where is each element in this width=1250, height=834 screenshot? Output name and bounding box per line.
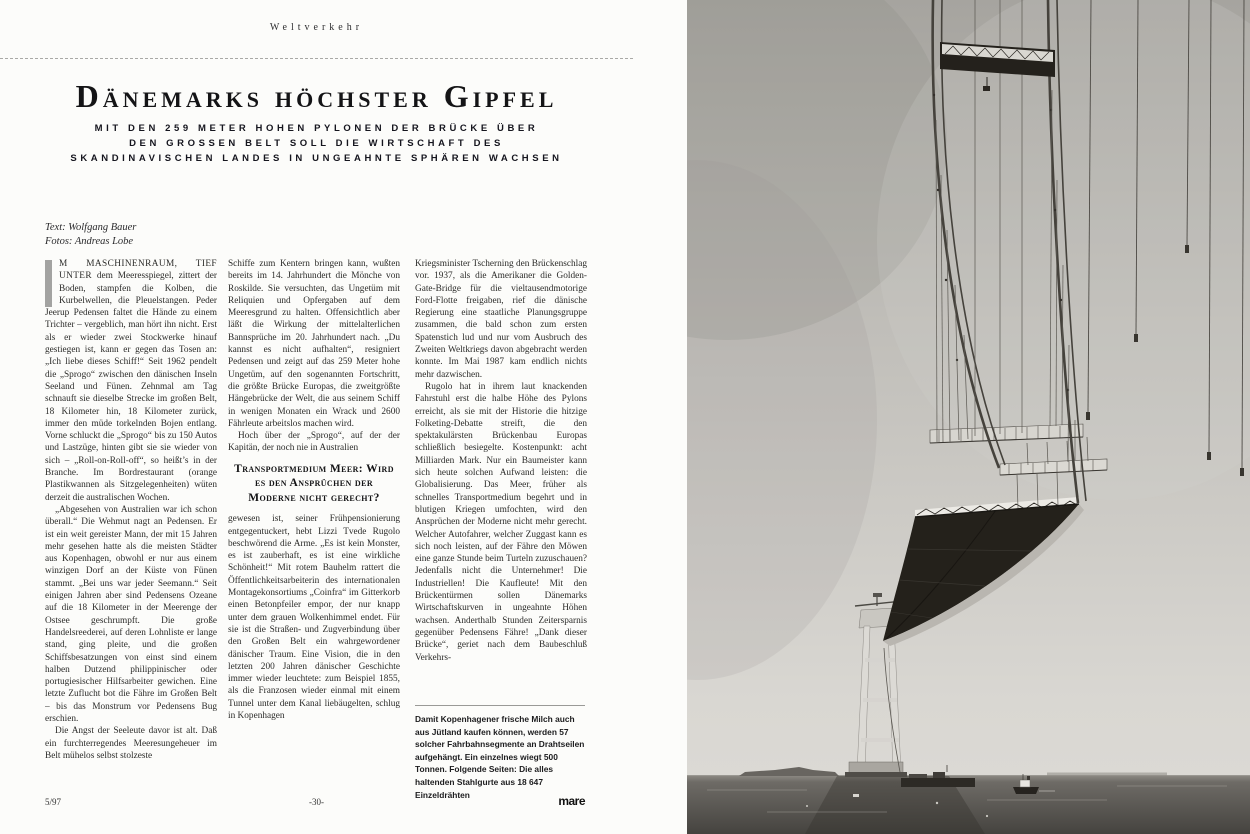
section-label: Weltverkehr	[269, 22, 364, 33]
far-shore	[1047, 773, 1167, 776]
paragraph: Rugolo hat in ihrem laut knackenden Fahrstuhl erst die halbe Höhe des Pylons erreicht, als sie mit der Historie die hitzige Folketing-Debatte streift, die den spektakulärsten Brückenbau Europas schließlich besiegelte. Kostenpunkt: acht Milliarden Mark. Nur ein Baumeister kann sich heute solchen Aufwand leisten: die Globalisierung. Das Meer, früher als schnelles Transportmedium begehrt und in blutigen Kriegen umfochten, wird den Ansprüchen der Moderne nicht mehr gerecht. Welcher Autofahrer, welcher Zuggast kann es sich noch leisten, auf der Fähre den Möwen eine ganze Stunde beim Turteln zuzuschauen? Jedenfalls nicht die Unternehmer! Die Industriellen! Die Kaufleute! Mit den Brückentürmen sollen Dänemarks Wirtschaftskurven in ungeahnte Höhen wachsen. Anderthalb Stunden Zeitersparnis gegenüber Pedensens Fähre! „Dank dieser Brücke“, geriet nach dem Baubeschluß Verkehrs-	[415, 381, 587, 663]
crosshead: Transportmedium Meer: Wird es den Ansprüchen der Moderne nicht gerecht?	[234, 462, 394, 504]
subtitle-line-2: DEN GROSSEN BELT SOLL DIE WIRTSCHAFT DES	[129, 138, 504, 149]
paragraph: Schiffe zum Kentern bringen kann, wußten bereits im 14. Jahrhundert die Mönche von Roskilde. Sie versuchten, das Ungetüm mit Reliquien und Opfergaben auf dem Meeresgrund zu halten. Offensichtlich aber läßt die Wirkung der mittelalterlichen Bannsprüche im 20. Jahrhundert nach. „Du kannst es nicht aufhalten“, resigniert Pedensen und zeigt auf das 259 Meter hohe Ungetüm, auf den sogenannten Fortschritt, die größte Brücke Europas, die zweitgrößte Hängebrücke der Welt, die aus seinem Schiff in wenigen Monaten ein Wrack und 2600 Fährleute arbeitslos machen wird.	[228, 259, 400, 429]
byline-photos: Fotos: Andreas Lobe	[45, 236, 134, 247]
byline-text: Text: Wolfgang Bauer	[45, 222, 137, 233]
subtitle-line-1: MIT DEN 259 METER HOHEN PYLONEN DER BRÜCKE ÜBER	[94, 123, 539, 134]
dropcap-i	[45, 260, 52, 307]
text-column-2	[228, 258, 400, 794]
article-subtitle	[0, 121, 633, 166]
header-rule	[0, 58, 633, 59]
sea	[687, 767, 1250, 834]
article-title: Dänemarks höchster Gipfel	[75, 78, 558, 114]
bridge-photo	[687, 0, 1250, 834]
bridge-photo-art	[687, 0, 1250, 834]
page-number: -30-	[309, 797, 324, 807]
mare-logo: mare	[558, 794, 585, 808]
paragraph: Die Angst der Seeleute davor ist alt. Daß ein furchterregendes Meeresungeheuer im Belt mühelos selbst stolzeste	[45, 726, 217, 761]
caption-rule	[415, 705, 585, 706]
paragraph-text: dem Meeresspiegel, zittert der Boden, stampfen die Kolben, die Kurbelwellen, die Pleuelstangen. Peder Jeerup Pedensen faltet die Hände zu einem Trichter – vergeblich, man hört ihn nicht. Erst als er wieder zwei Stockwerke hinauf gestiegen ist, kann er gegen das Tosen an: „Ich liebe dieses Schiff!“ Seit 1962 pendelt die „Sprogo“ zwischen den dänischen Inseln Seeland und Fünen. Zehnmal am Tag schnauft sie dieselbe Strecke im großen Belt, 18 Kilometer hin, 18 Kilometer zurück, immer den müde torkelnden Bojen entlang. Vorne schluckt die „Sprogo“ bis zu 150 Autos und Lastzüge, hinten gibt sie sie wieder von sich – „Roll-on-Roll-off“, so heißt’s in der Branche. Im Bordrestaurant (orange Plastikwannen als Sitzgelegenheiten) wüten derzeit die australischen Wochen.	[45, 271, 217, 503]
small-boat	[853, 794, 859, 797]
subtitle-line-3: SKANDINAVISCHEN LANDES IN UNGEAHNTE SPHÄREN WACHSEN	[70, 153, 563, 164]
issue-number: 5/97	[45, 797, 62, 807]
photo-caption: Damit Kopenhagener frische Milch auch aus Jütland kaufen können, werden 57 solcher Fahrbahnsegmente an Drahtseilen aufgehängt. Ein einzelnes wiegt 500 Tonnen. Folgende Seiten: Die alles haltenden Stahlgurte aus 18 647 Einzeldrähten	[415, 714, 585, 800]
lead-in: M MASCHINENRAUM, TIEF UNTER	[59, 259, 217, 282]
text-column-1	[45, 258, 217, 794]
byline	[45, 221, 305, 249]
crane-icon	[873, 593, 882, 597]
paragraph	[45, 258, 217, 504]
paragraph: gewesen ist, seiner Frühpensionierung entgegentuckert, hebt Lizzi Tvede Rugolo beschwörend die Arme. „Es ist kein Monster, es ist zauberhaft, es ist eine wirkliche Schönheit!“ Mit rotem Bauhelm rattert die Öffentlichkeitsarbeiterin des internationalen Montagekonsortiums „Coinfra“ im Gitterkorb einen Betonpfeiler empor, der nur knapp unter dem grauen Wolkenhimmel endet. Für sie ist die Straßen- und Zugverbindung über den Großen Belt ein wahrgewordener dänischer Traum. Eine Vision, die in den letzten 200 Jahren dänischer Geschichte immer wieder leuchtete: zum Beispiel 1855, als die Franzosen wieder einmal mit einem Tunnel unter dem Kanal liebäugelten, schlug in Kopenhagen	[228, 514, 400, 721]
paragraph: Kriegsminister Tscherning den Brückenschlag vor. 1937, als die Amerikaner die Golden-Gate-Bridge für die vieltausendmotorige Ford-Flotte freigaben, rief die dänische Regierung eine staatliche Planungsgruppe zusammen, die bald schon zum ersten Spatenstich lud und nur vom Ausbruch des Zweiten Weltkriegs davon abgebracht werden konnte. Im Mai 1987 kam endlich nichts mehr dazwischen.	[415, 259, 587, 380]
paragraph: „Abgesehen von Australien war ich schon überall.“ Die Wehmut nagt an Pedensen. Er ist ein weit gereister Mann, der mit 15 Jahren mehr gesehen hatte als die meisten Städter aus Kopenhagen, obwohl er nur aus einem winzigen Dorf an der Küste von Fünen stammt. „Bei uns war jeder Seemann.“ Seit einigen Jahren aber sind Pedensens Ozeane auf die 18 Kilometer in der Meerenge der Ostsee geschrumpft. Die große Handelsreederei, auf deren Lohnliste er lange stand, ging pleite, und die großen Schiffsbesatzungen von einst sind einem halben Dutzend philippinischer oder portugiesischer Hilfsarbeiter gewichen. Eine letzte Zuflucht bot die Fähre im Großen Belt – bis das Monstrum vor Pedensens Bug erschien.	[45, 504, 217, 724]
paragraph: Hoch über der „Sprogo“, auf der der Kapitän, der noch nie in Australien	[228, 431, 400, 454]
sky	[687, 0, 1250, 778]
